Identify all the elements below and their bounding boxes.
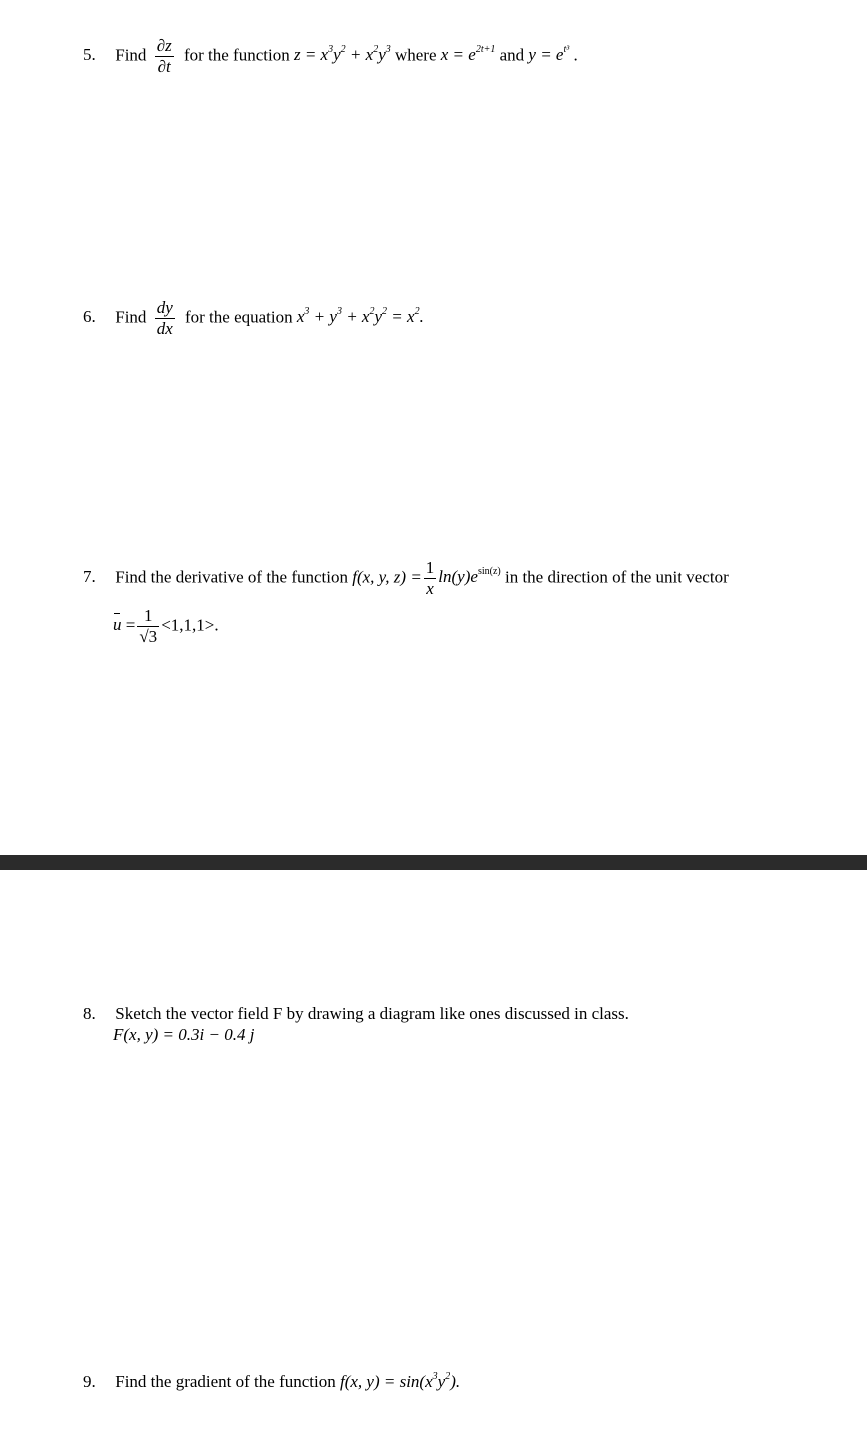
exponent: 2 <box>373 44 379 56</box>
function-rhs <box>438 567 500 586</box>
one-over-root3-fraction <box>137 606 159 647</box>
exponent: 2 <box>414 306 420 318</box>
question-number: 5. <box>83 45 96 65</box>
question-number: 9. <box>83 1372 96 1391</box>
derivative-fraction <box>155 298 175 339</box>
find-label: Find <box>115 45 147 65</box>
where-label: where <box>394 45 437 65</box>
eq-part: y = e <box>528 45 564 65</box>
eq-part: y <box>333 45 341 65</box>
question-text: for the equation <box>184 307 293 327</box>
fraction-numerator: 1 <box>425 558 435 577</box>
question-9 <box>83 1372 460 1392</box>
question-text: for the function <box>183 45 290 65</box>
eq-part: . <box>419 307 424 327</box>
one-over-x-fraction <box>424 558 437 599</box>
exponent: 2 <box>445 1371 451 1382</box>
equation-y <box>528 45 569 64</box>
exponent: t³ <box>563 44 570 56</box>
vector-components: <1,1,1>. <box>161 615 219 635</box>
exponent: 2 <box>340 44 346 56</box>
eq-part: + x <box>349 45 374 65</box>
eq-part: + x <box>341 307 370 327</box>
exponent: 3 <box>304 306 310 318</box>
and-label: and <box>499 45 525 65</box>
eq-part: ). <box>450 1372 461 1391</box>
equation-z <box>294 45 395 64</box>
fraction-numerator: ∂z <box>156 36 172 55</box>
question-text: Sketch the vector field F by drawing a diagram like ones discussed in class. <box>115 1004 629 1023</box>
eq-part: ln(y)e <box>438 567 478 587</box>
question-8 <box>83 1004 629 1024</box>
eq-part: x = e <box>440 45 476 65</box>
exponent: 3 <box>385 44 391 56</box>
exponent: 3 <box>328 44 334 56</box>
function-equation <box>340 1372 460 1391</box>
eq-part: x <box>296 307 305 327</box>
question-text: Find the derivative of the function <box>115 567 348 587</box>
fraction-denominator: x <box>426 579 434 598</box>
partial-derivative-fraction <box>155 36 174 77</box>
eq-part: y <box>374 307 383 327</box>
exponent: 2 <box>382 306 388 318</box>
function-lhs: f(x, y, z) = <box>352 567 422 587</box>
unit-vector-line <box>113 606 219 647</box>
eq-part: y <box>378 45 386 65</box>
fraction-denominator: √3 <box>139 627 158 646</box>
fraction-numerator: 1 <box>137 606 159 627</box>
vector-u: u <box>113 615 122 635</box>
question-text-2: in the direction of the unit vector <box>504 567 729 587</box>
question-5 <box>83 36 578 77</box>
exponent: sin(z) <box>477 566 501 578</box>
equation <box>297 307 424 326</box>
question-number: 6. <box>83 307 96 327</box>
vector-field-formula: F(x, y) = 0.3i − 0.4 j <box>113 1025 255 1044</box>
exponent: 3 <box>432 1371 438 1382</box>
exponent: 2 <box>369 306 375 318</box>
exponent: 2t+1 <box>475 44 496 56</box>
eq-part: + y <box>309 307 337 327</box>
question-number: 7. <box>83 567 96 587</box>
equation-x <box>441 45 496 64</box>
fraction-denominator: dx <box>156 319 173 338</box>
question-7 <box>83 558 729 599</box>
equals-sign: = <box>125 615 136 635</box>
eq-part: y <box>437 1372 446 1391</box>
question-text: Find the gradient of the function <box>115 1372 336 1391</box>
eq-part: f(x, y) = sin(x <box>339 1372 433 1391</box>
exponent: 3 <box>336 306 342 318</box>
period: . <box>573 45 578 65</box>
page-divider <box>0 855 867 870</box>
eq-part: z = x <box>293 45 329 65</box>
fraction-denominator: ∂t <box>157 57 171 76</box>
question-6 <box>83 298 424 339</box>
eq-part: = x <box>387 307 415 327</box>
find-label: Find <box>115 307 147 327</box>
question-number: 8. <box>83 1004 96 1023</box>
fraction-numerator: dy <box>156 298 173 317</box>
